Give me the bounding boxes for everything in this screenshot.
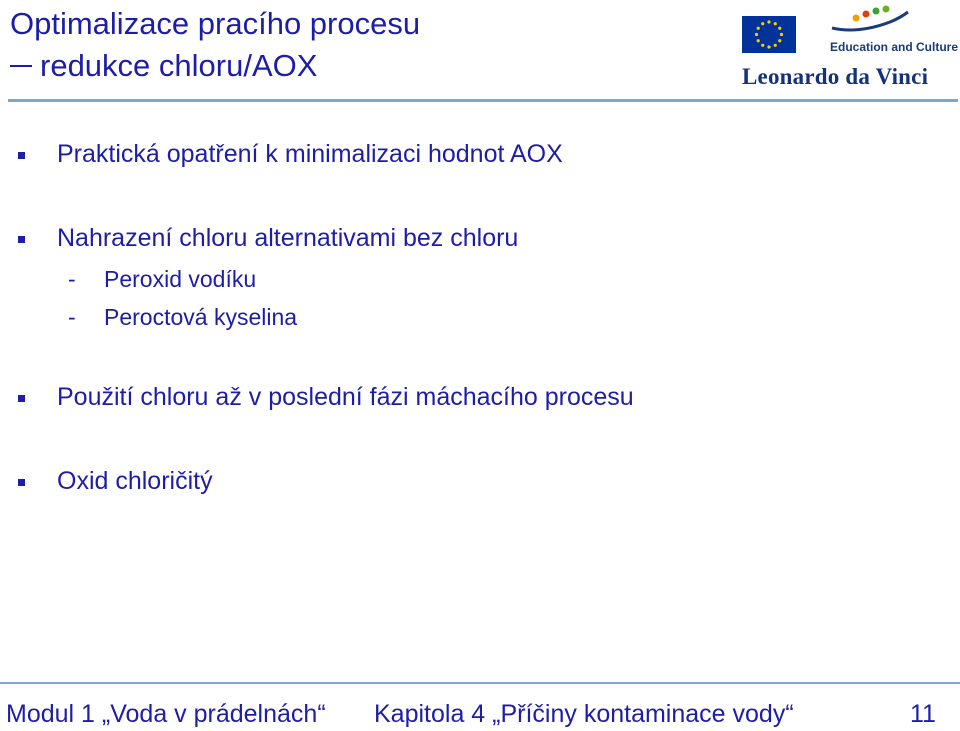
education-culture-logo-icon — [828, 4, 912, 40]
bullet-item-chlorine-replacement: Nahrazení chloru alternativami bez chloru — [57, 224, 519, 252]
title-dash — [10, 65, 32, 67]
sub-item-label: Peroctová kyselina — [104, 304, 298, 330]
bullet-marker — [18, 479, 25, 486]
bullet-marker — [18, 236, 25, 243]
education-culture-label: Education and Culture — [830, 40, 959, 54]
sub-item-hydrogen-peroxide — [68, 266, 256, 293]
header-divider — [8, 99, 958, 102]
slide-title-line1: Optimalizace pracího procesu — [10, 6, 421, 41]
sub-item-label: Peroxid vodíku — [104, 266, 257, 292]
slide-subtitle: redukce chloru/AOX — [40, 48, 318, 83]
slide-title-line2 — [10, 48, 317, 84]
sub-item-peracetic-acid — [68, 304, 297, 331]
leonardo-da-vinci-label: Leonardo da Vinci — [742, 64, 929, 89]
bullet-item-late-chlorine-use: Použití chloru až v poslední fázi máchacího procesu — [57, 383, 634, 411]
sub-item-dash: - — [68, 304, 76, 330]
bullet-marker — [18, 152, 25, 159]
bullet-item-chlorine-dioxide: Oxid chloričitý — [57, 467, 213, 495]
footer-chapter: Kapitola 4 „Příčiny kontaminace vody“ — [374, 700, 794, 728]
bullet-marker — [18, 395, 25, 402]
footer-divider — [0, 682, 960, 684]
eu-flag-icon — [742, 16, 796, 53]
logo-area — [740, 4, 959, 92]
sub-item-dash: - — [68, 266, 76, 292]
page-number: 11 — [910, 700, 936, 728]
footer-module: Modul 1 „Voda v prádelnách“ — [6, 700, 326, 728]
bullet-item-aox-measures: Praktická opatření k minimalizaci hodnot AOX — [57, 140, 563, 168]
